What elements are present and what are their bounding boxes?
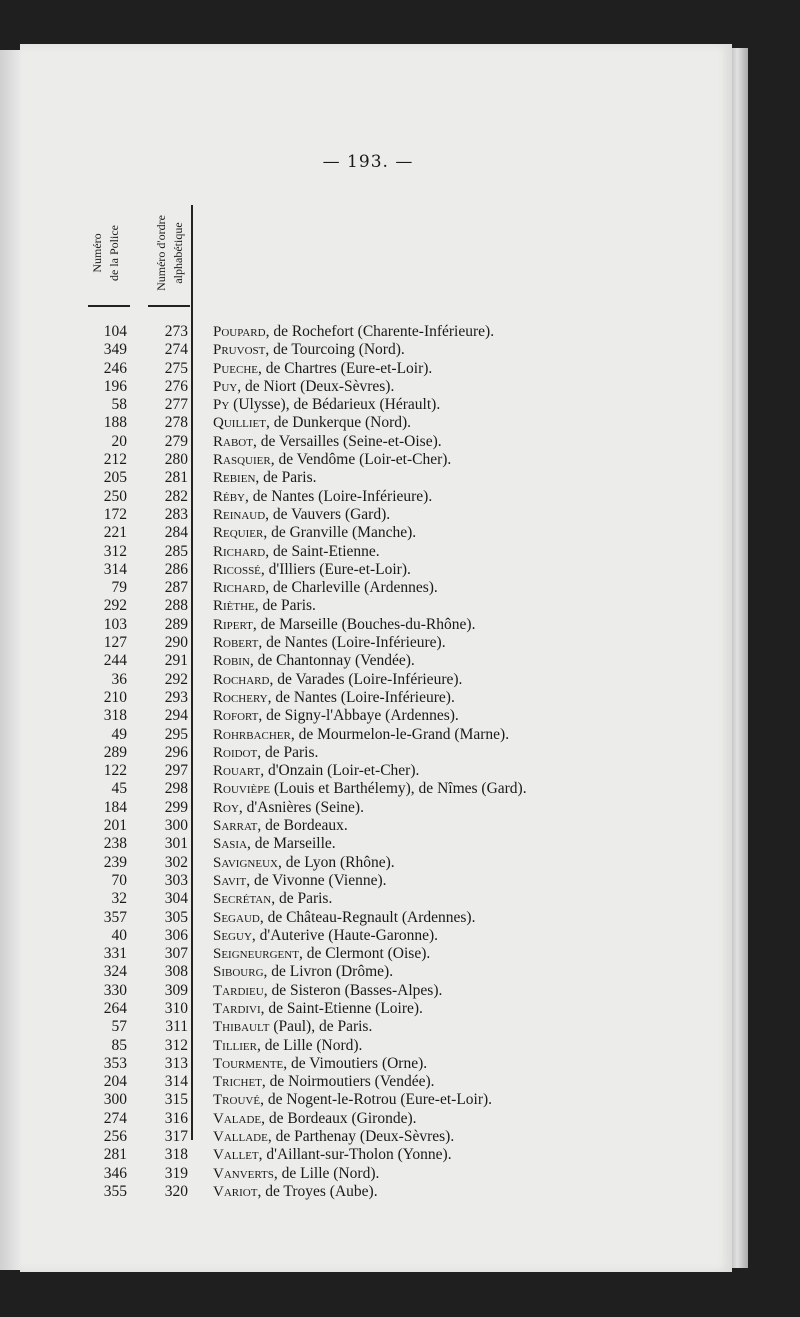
surname: Rouvièpe [213,781,271,798]
police-number: 210 [103,688,127,706]
order-number: 302 [164,853,188,871]
order-number: 313 [164,1054,188,1072]
entry-text [213,890,332,908]
order-number: 295 [164,725,188,743]
surname: Rabot [213,433,253,450]
surname: Robert [213,635,259,652]
order-number: 277 [164,396,188,414]
order-number: 311 [165,1018,188,1036]
table-row [0,762,736,780]
table-row [0,1165,736,1183]
entry-text [213,396,440,414]
origin: , de Nogent-le-Rotrou (Eure-et-Loir). [260,1091,493,1109]
order-number: 284 [164,524,188,542]
surname: Requier [213,525,264,542]
order-number: 296 [164,743,188,761]
order-number: 275 [164,359,188,377]
entry-text [213,854,395,872]
table-row [0,1055,736,1073]
police-number: 246 [103,359,127,377]
column-header-ordre-text [153,215,187,291]
order-number: 310 [164,999,188,1017]
table-row [0,963,736,981]
police-number: 45 [111,780,127,798]
entry-text [213,414,411,432]
surname: Sibourg [213,964,264,981]
table-row [0,1000,736,1018]
entry-text [213,652,415,670]
origin: , de Noirmoutiers (Vendée). [261,1073,435,1091]
police-number: 244 [103,652,127,670]
entry-text [213,561,411,579]
table-row [0,1037,736,1055]
surname: Rochery [213,689,268,706]
order-number: 274 [164,341,188,359]
table-row [0,341,736,359]
entry-text [213,945,430,963]
origin: , de Signy-l'Abbaye (Ardennes). [258,707,459,725]
entry-text [213,524,416,542]
register-list [0,323,736,1201]
entry-text [213,451,451,469]
order-number: 303 [164,871,188,889]
surname: Rièthe [213,598,255,615]
column-header-police [76,205,136,300]
entry-text [213,671,462,689]
origin: , de Marseille. [247,835,336,853]
police-number: 184 [103,798,127,816]
table-row [0,360,736,378]
surname: Rofort [213,708,259,725]
table-row [0,726,736,744]
table-row [0,835,736,853]
surname: Puy [213,378,238,395]
table-row [0,597,736,615]
origin: , de Paris. [257,743,319,761]
origin: , de Sisteron (Basses-Alpes). [263,981,443,999]
order-number: 291 [164,652,188,670]
table-row [0,561,736,579]
origin: , de Rochefort (Charente-Inférieure). [265,323,495,340]
table-row [0,909,736,927]
surname: Py [213,397,230,414]
surname: Trouvé [213,1092,261,1109]
order-number: 276 [164,377,188,395]
origin: , de Chantonnay (Vendée). [249,652,415,670]
surname: Valade [213,1110,262,1127]
origin: , de Vivonne (Vienne). [246,871,387,889]
entry-text [213,927,438,945]
police-number: 188 [103,414,127,432]
police-number: 70 [111,871,127,889]
surname: Rochard [213,671,270,688]
surname: Poupard [213,324,266,340]
order-number: 273 [164,323,188,340]
surname: Robin [213,653,250,670]
column-header-police-line-1: Numéro [90,232,104,273]
police-number: 264 [103,999,127,1017]
entry-text [213,817,348,835]
surname: Trichet [213,1074,262,1091]
surname: Ripert [213,616,253,633]
table-row [0,396,736,414]
table-row [0,927,736,945]
table-row [0,652,736,670]
origin: , de Varades (Loire-Inférieure). [269,670,463,688]
origin: , d'Auterive (Haute-Garonne). [251,926,439,944]
order-number: 285 [164,542,188,560]
entry-text [213,1055,427,1073]
origin: (Louis et Barthélemy), de Nîmes (Gard). [270,780,527,798]
entry-text [213,762,419,780]
order-number: 292 [164,670,188,688]
police-number: 221 [103,524,127,542]
table-row [0,982,736,1000]
surname: Pueche [213,360,259,377]
origin: , de Livron (Drôme). [263,963,394,981]
order-number: 278 [164,414,188,432]
police-number: 357 [103,908,127,926]
origin: , de Château-Regnault (Ardennes). [259,908,476,926]
surname: Tardivi [213,1000,261,1017]
origin: , de Mourmelon-le-Grand (Marne). [290,725,510,743]
order-number: 318 [164,1146,188,1164]
origin: , de Nantes (Loire-Inférieure). [245,487,433,505]
origin: , d'Asnières (Seine). [238,798,364,816]
order-number: 307 [164,945,188,963]
entry-text [213,835,336,853]
police-number: 58 [111,396,127,414]
entry-text [213,506,390,524]
table-row [0,378,736,396]
origin: , de Parthenay (Deux-Sèvres). [267,1128,455,1146]
entry-text [213,360,432,378]
origin: , de Dunkerque (Nord). [265,414,412,432]
entry-text [213,469,317,487]
police-number: 20 [111,432,127,450]
police-number: 349 [103,341,127,359]
order-number: 289 [164,615,188,633]
entry-text [213,707,459,725]
order-number: 279 [164,432,188,450]
table-row [0,854,736,872]
table-row [0,469,736,487]
entry-text [213,433,442,451]
entry-text [213,1091,492,1109]
police-number: 212 [103,451,127,469]
order-number: 317 [164,1128,188,1146]
surname: Quilliet [213,415,266,432]
origin: , de Nantes (Loire-Inférieure). [258,634,446,652]
order-number: 320 [164,1182,188,1200]
origin: , de Lille (Nord). [256,1036,363,1054]
order-number: 294 [164,707,188,725]
table-row [0,634,736,652]
table-row [0,780,736,798]
police-number: 274 [103,1109,127,1127]
origin: , de Paris. [271,890,333,908]
table-row [0,451,736,469]
police-number: 172 [103,505,127,523]
origin: , de Lyon (Rhône). [277,853,395,871]
table-row [0,1183,736,1201]
table-row [0,414,736,432]
entry-text [213,1073,435,1091]
surname: Seigneurgent [213,946,299,963]
surname: Segaud [213,909,260,926]
table-row [0,433,736,451]
origin: , de Bordeaux (Gironde). [261,1109,417,1127]
police-number: 103 [103,615,127,633]
table-row [0,945,736,963]
police-number: 127 [103,634,127,652]
surname: Secrétan [213,891,272,908]
entry-text [213,963,393,981]
surname: Richard [213,580,266,597]
surname: Vanverts [213,1165,274,1182]
table-row [0,543,736,561]
table-row [0,707,736,725]
header-rule-police [88,305,130,307]
origin: , de Charleville (Ardennes). [265,579,438,597]
page-number: — 193. — [322,152,414,172]
order-number: 304 [164,890,188,908]
entry-text [213,726,509,744]
origin: , d'Onzain (Loir-et-Cher). [260,762,420,780]
surname: Savigneux [213,854,278,871]
order-number: 283 [164,505,188,523]
order-number: 314 [164,1073,188,1091]
origin: , de Vimoutiers (Orne). [283,1054,428,1072]
column-header-police-text [89,225,123,281]
order-number: 293 [164,688,188,706]
surname: Vallet [213,1147,259,1164]
origin: , de Nantes (Loire-Inférieure). [267,688,455,706]
surname: Roidot [213,744,258,761]
origin: , de Paris. [255,469,317,487]
origin: , de Clermont (Oise). [298,945,431,963]
police-number: 49 [111,725,127,743]
entry-text [213,689,455,707]
surname: Rasquier [213,452,271,469]
origin: , de Versailles (Seine-et-Oise). [252,432,442,450]
table-row [0,1018,736,1036]
entry-text [213,488,432,506]
surname: Tillier [213,1037,257,1054]
table-row [0,890,736,908]
entry-text [213,799,364,817]
table-row [0,506,736,524]
table-row [0,1128,736,1146]
surname: Sasia [213,836,248,853]
table-row [0,872,736,890]
surname: Sarrat [213,818,258,835]
police-number: 353 [103,1054,127,1072]
entry-text [213,1165,379,1183]
surname: Réby [213,488,246,505]
order-number: 306 [164,926,188,944]
police-number: 312 [103,542,127,560]
police-number: 289 [103,743,127,761]
origin: , de Chartres (Eure-et-Loir). [258,359,433,377]
order-number: 301 [164,835,188,853]
origin: (Ulysse), de Bédarieux (Hérault). [229,396,441,414]
police-number: 238 [103,835,127,853]
origin: , de Marseille (Bouches-du-Rhône). [252,615,476,633]
origin: , de Bordeaux. [257,817,348,835]
order-number: 286 [164,560,188,578]
entry-text [213,872,387,890]
surname: Reinaud [213,506,266,523]
order-number: 300 [164,817,188,835]
order-number: 287 [164,579,188,597]
police-number: 314 [103,560,127,578]
police-number: 324 [103,963,127,981]
origin: , de Lille (Nord). [273,1164,380,1182]
order-number: 281 [164,469,188,487]
police-number: 201 [103,817,127,835]
entry-text [213,579,438,597]
origin: , d'Aillant-sur-Tholon (Yonne). [258,1146,452,1164]
entry-text [213,634,446,652]
table-row [0,323,736,341]
entry-text [213,543,380,561]
origin: , de Granville (Manche). [263,524,417,542]
origin: , de Tourcoing (Nord). [265,341,405,359]
surname: Roy [213,799,239,816]
order-number: 319 [164,1164,188,1182]
police-number: 355 [103,1182,127,1200]
entry-text [213,597,316,615]
table-row [0,579,736,597]
police-number: 57 [111,1018,127,1036]
police-number: 205 [103,469,127,487]
surname: Tardieu [213,982,264,999]
table-row [0,799,736,817]
entry-text [213,341,405,359]
origin: , de Saint-Etienne. [265,542,380,560]
order-number: 290 [164,634,188,652]
entry-text [213,1128,454,1146]
table-row [0,1110,736,1128]
entry-text [213,323,494,341]
surname: Variot [213,1183,258,1200]
entry-text [213,1018,372,1036]
order-number: 298 [164,780,188,798]
entry-text [213,982,442,1000]
surname: Richard [213,543,266,560]
police-number: 292 [103,597,127,615]
origin: , de Saint-Etienne (Loire). [260,999,423,1017]
table-row [0,488,736,506]
police-number: 330 [103,981,127,999]
origin: , de Vauvers (Gard). [265,505,391,523]
police-number: 256 [103,1128,127,1146]
surname: Tourmente [213,1055,284,1072]
table-row [0,689,736,707]
order-number: 305 [164,908,188,926]
police-number: 204 [103,1073,127,1091]
police-number: 122 [103,762,127,780]
police-number: 36 [111,670,127,688]
police-number: 239 [103,853,127,871]
entry-text [213,1000,423,1018]
origin: , d'Illiers (Eure-et-Loir). [260,560,411,578]
table-row [0,671,736,689]
origin: , de Troyes (Aube). [257,1182,378,1200]
surname: Vallade [213,1129,268,1146]
header-rule-ordre [148,305,190,307]
police-number: 318 [103,707,127,725]
surname: Thibault [213,1019,270,1036]
table-row [0,524,736,542]
order-number: 299 [164,798,188,816]
order-number: 315 [164,1091,188,1109]
police-number: 79 [111,579,127,597]
police-number: 331 [103,945,127,963]
entry-text [213,1037,362,1055]
surname: Ricossé [213,561,261,578]
order-number: 282 [164,487,188,505]
entry-text [213,1146,452,1164]
order-number: 316 [164,1109,188,1127]
police-number: 196 [103,377,127,395]
police-number: 104 [103,323,127,340]
order-number: 309 [164,981,188,999]
police-number: 85 [111,1036,127,1054]
entry-text [213,909,475,927]
table-row [0,1091,736,1109]
police-number: 250 [103,487,127,505]
police-number: 346 [103,1164,127,1182]
surname: Rohrbacher [213,726,291,743]
entry-text [213,780,527,798]
table-row [0,616,736,634]
police-number: 281 [103,1146,127,1164]
surname: Seguy [213,927,252,944]
column-header-ordre-line-1: Numéro d'ordre [154,214,168,291]
origin: , de Vendôme (Loir-et-Cher). [270,451,452,469]
surname: Savit [213,872,247,889]
order-number: 312 [164,1036,188,1054]
order-number: 297 [164,762,188,780]
entry-text [213,1183,378,1201]
column-header-ordre-line-2: alphabétique [171,221,185,284]
entry-text [213,378,394,396]
table-row [0,817,736,835]
entry-text [213,616,475,634]
origin: , de Paris. [254,597,316,615]
entry-text [213,1110,417,1128]
surname: Pruvost [213,342,266,359]
police-number: 300 [103,1091,127,1109]
order-number: 280 [164,451,188,469]
origin: , de Niort (Deux-Sèvres). [237,377,395,395]
column-header-police-line-2: de la Police [107,224,121,281]
surname: Rouart [213,763,261,780]
table-row [0,1146,736,1164]
table-row [0,744,736,762]
order-number: 308 [164,963,188,981]
police-number: 32 [111,890,127,908]
origin: (Paul), de Paris. [269,1018,373,1036]
order-number: 288 [164,597,188,615]
police-number: 40 [111,926,127,944]
table-row [0,1073,736,1091]
entry-text [213,744,318,762]
surname: Rebien [213,470,256,487]
